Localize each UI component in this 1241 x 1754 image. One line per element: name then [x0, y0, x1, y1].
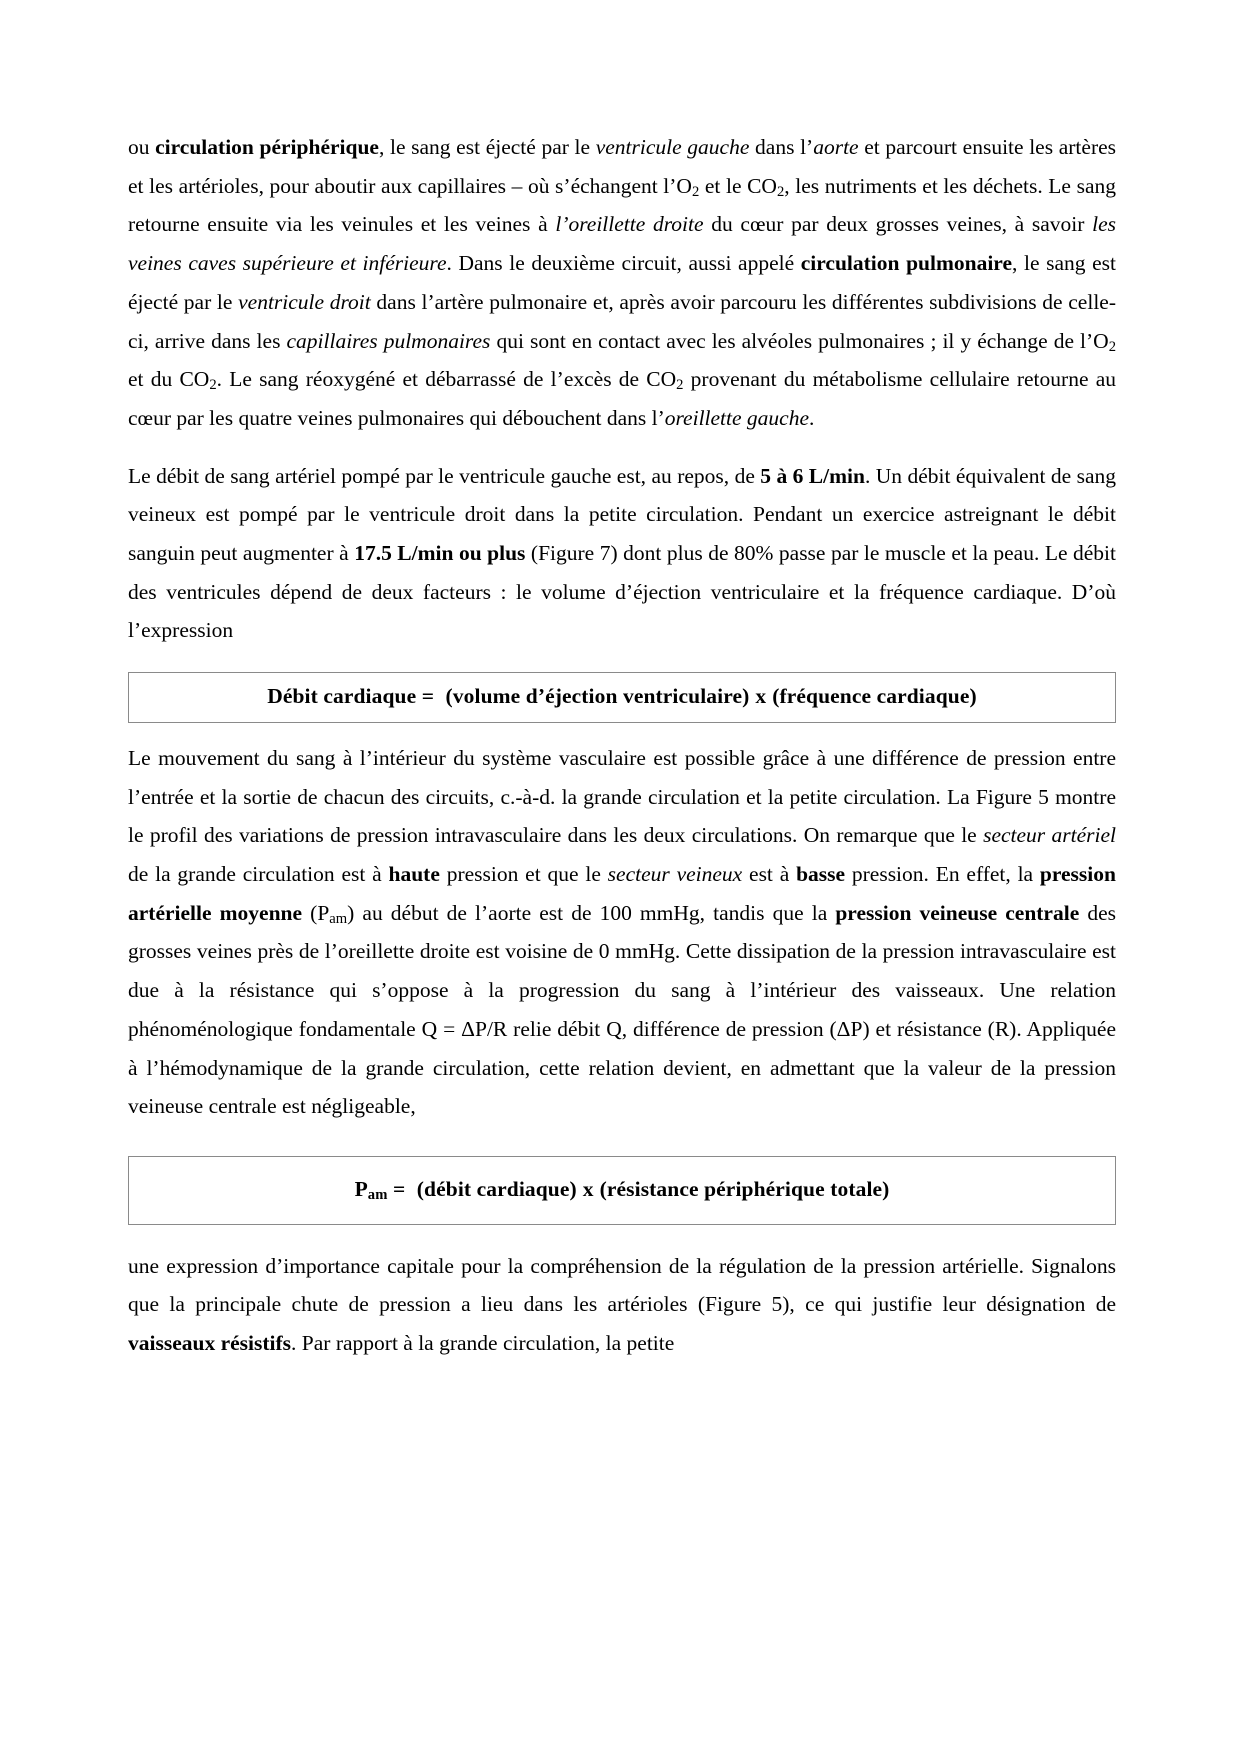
text-segment: . Le sang réoxygéné et débarrassé de l’excès de CO [216, 367, 677, 392]
formula-term-debit-cardiaque: (débit cardiaque) [416, 1176, 577, 1201]
term-pression-veineuse-centrale: pression veineuse centrale [835, 900, 1080, 925]
term-secteur-arteriel: secteur artériel [983, 823, 1116, 848]
subscript-co2: 2 [676, 377, 684, 394]
text-segment: Le mouvement du sang à l’intérieur du système vasculaire est possible grâce à une différence de pression entre l’entrée et la sortie de chacun des circuits, c.-à-d. la grande circulation et la petite circulation. La Figure 5 montre le profil des variations de pression intravasculaire dans les deux circulations. On remarque que le [128, 745, 1116, 848]
text-segment: du cœur par deux grosses veines, à savoir [703, 212, 1093, 237]
formula-operator-multiply: x [582, 1176, 594, 1201]
subscript-co2: 2 [776, 183, 785, 200]
paragraph-circulation [128, 128, 1116, 438]
text-segment: (Figure 7) dont plus de 80% passe par le muscle et la peau. Le débit des ventricules dépend de deux facteurs : le volume d’éjection ventriculaire et la fréquence cardiaque. D’où l’expression [128, 541, 1116, 643]
text-segment: et le CO [699, 173, 777, 198]
formula-term-frequence-cardiaque: (fréquence cardiaque) [772, 684, 977, 709]
text-segment: et parcourt ensuite les artères et les artérioles, pour aboutir aux capillaires – où s’échangent l’O [128, 135, 1117, 198]
text-segment: qui sont en contact avec les alvéoles pulmonaires ; il y échange de l’O [490, 328, 1109, 353]
term-circulation-pulmonaire: circulation pulmonaire [800, 251, 1013, 276]
value-debit-exercice: 17.5 L/min ou plus [354, 541, 526, 566]
paragraph-vaisseaux-resistifs [128, 1247, 1116, 1363]
subscript-o2: 2 [1108, 338, 1117, 355]
value-debit-repos: 5 à 6 L/min [760, 463, 865, 488]
text-segment: . Dans le deuxième circuit, aussi appelé [446, 251, 801, 276]
term-veines-caves: les veines caves supérieure et inférieure [128, 212, 1116, 276]
term-circulation-peripherique: circulation périphérique [155, 135, 379, 159]
text-segment: , les nutriments et les déchets. Le sang retourne ensuite via les veinules et les veines à [128, 173, 1116, 237]
subscript-am: am [367, 1187, 388, 1204]
text-segment: est à [742, 862, 797, 887]
formula-box-debit-cardiaque [128, 672, 1116, 723]
text-segment: dans l’artère pulmonaire et, après avoir parcouru les différentes subdivisions de celle-ci, arrive dans les [128, 289, 1116, 353]
text-segment: , le sang est éjecté par le [378, 135, 596, 159]
term-vaisseaux-resistifs: vaisseaux résistifs [128, 1331, 292, 1356]
text-segment: . Par rapport à la grande circulation, la petite [291, 1331, 675, 1356]
text-segment: ) au début de l’aorte est de 100 mmHg, tandis que la [347, 900, 836, 925]
formula-pam [139, 1177, 1105, 1203]
text-segment: et du CO [128, 367, 210, 392]
term-aorte: aorte [813, 135, 859, 159]
formula-box-pression-arterielle-moyenne [128, 1156, 1116, 1225]
text-segment: Le débit de sang artériel pompé par le ventricule gauche est, au repos, de [128, 463, 761, 488]
formula-term-resistance-peripherique: (résistance périphérique totale) [599, 1176, 890, 1201]
term-haute: haute [388, 862, 440, 887]
text-segment: une expression d’importance capitale pour la compréhension de la régulation de la pression artérielle. Signalons que la principale chute de pression a lieu dans les artérioles (Figure 5), ce qui justifie leur désignation de [128, 1253, 1116, 1317]
text-segment: pression. En effet, la [845, 862, 1040, 887]
subscript-o2: 2 [691, 183, 700, 200]
formula-debit-cardiaque [139, 684, 1105, 710]
text-segment: . Un débit équivalent de sang veineux est pompé par le ventricule droit dans la petite circulation. Pendant un exercice astreignant le débit sanguin peut augmenter à [128, 463, 1116, 566]
text-segment: de la grande circulation est à [128, 862, 389, 887]
text-segment: des grosses veines près de l’oreillette droite est voisine de 0 mmHg. Cette dissipation de la pression intravasculaire est due à la résistance qui s’oppose à la progression du sang à l’intérieur des vaisseaux. Une relation phénoménologique fondamentale Q = ΔP/R relie débit Q, différence de pression (ΔP) et résistance (R). Appliquée à l’hémodynamique de la grande circulation, cette relation devient, en admettant que la valeur de la pression veineuse centrale est négligeable, [128, 900, 1117, 1119]
text-segment: , le sang est éjecté par le [128, 251, 1116, 314]
formula-symbol-pam: P [354, 1176, 368, 1201]
text-segment: . [809, 405, 815, 430]
subscript-co2: 2 [209, 377, 217, 394]
term-capillaires-pulmonaires: capillaires pulmonaires [286, 328, 491, 353]
text-segment: provenant du métabolisme cellulaire retourne au cœur par les quatre veines pulmonaires qui débouchent dans l’ [128, 367, 1116, 430]
paragraph-pression [128, 739, 1116, 1126]
term-basse: basse [796, 862, 846, 887]
formula-term-volume-ejection: (volume d’éjection ventriculaire) [445, 684, 750, 709]
subscript-am: am [329, 910, 348, 927]
paragraph-debit-cardiaque [128, 457, 1116, 651]
text-segment: dans l’ [749, 135, 814, 159]
term-ventricule-droit: ventricule droit [238, 289, 371, 314]
formula-equals: = [387, 1176, 411, 1201]
term-secteur-veineux: secteur veineux [607, 862, 743, 887]
formula-operator-multiply: x [755, 684, 767, 709]
term-oreillette-droite: l’oreillette droite [555, 212, 704, 237]
formula-left-side: Débit cardiaque = [267, 684, 440, 709]
text-segment: (P [302, 900, 330, 925]
term-ventricule-gauche: ventricule gauche [595, 135, 750, 159]
text-segment: ou [128, 135, 156, 159]
term-pression-arterielle-moyenne: pression artérielle moyenne [128, 862, 1116, 925]
term-oreillette-gauche: oreillette gauche [664, 405, 810, 430]
text-segment: pression et que le [439, 862, 608, 887]
